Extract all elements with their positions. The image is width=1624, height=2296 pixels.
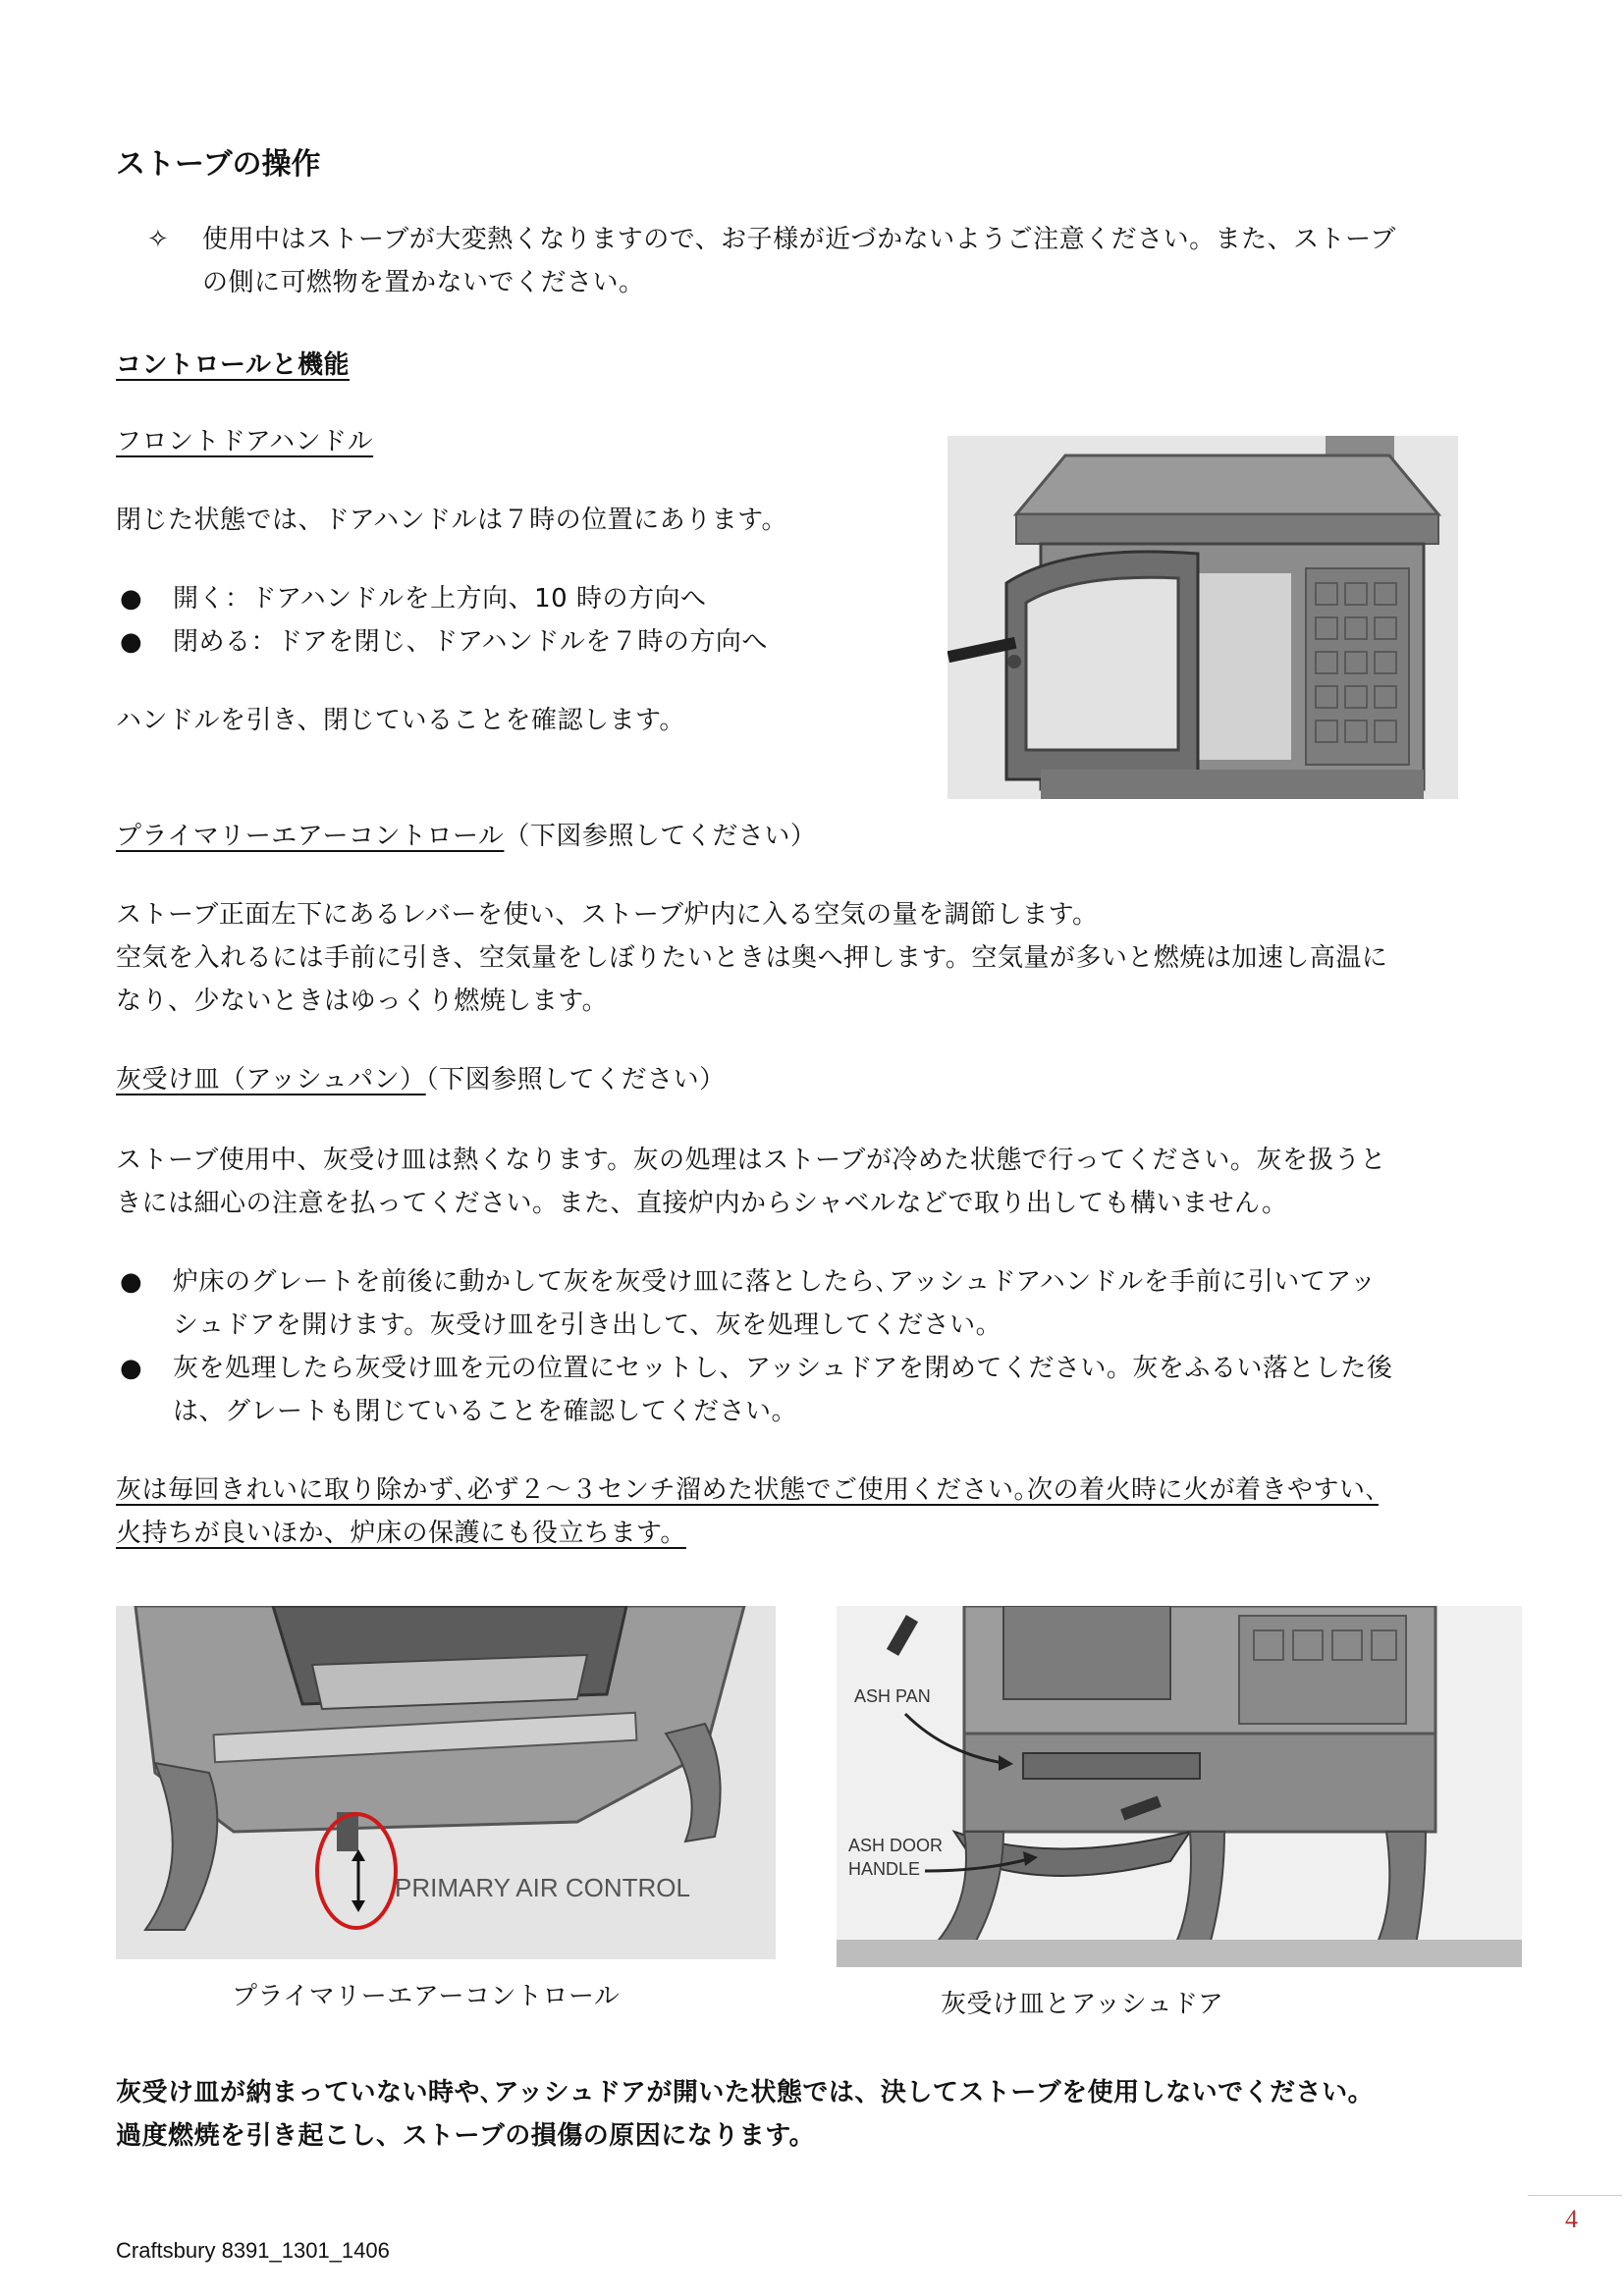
ash-pan-heading: 灰受け皿（アッシュパン）	[116, 1065, 426, 1095]
ash-pan-ash-door-caption: 灰受け皿とアッシュドア	[941, 1990, 1224, 2019]
primary-air-control-label: PRIMARY AIR CONTROL	[395, 1873, 690, 1902]
primary-air-heading: プライマリーエアーコントロール	[116, 822, 505, 851]
ash-pan-bullet-1-line-2: シュドアを開けます。灰受け皿を引き出して、灰を処理してください。	[173, 1310, 1002, 1340]
front-door-closed-text: 閉じた状態では、ドアハンドルは７時の位置にあります。	[116, 506, 788, 535]
warning-line-2: 過度燃焼を引き起こし、ストーブの損傷の原因になります。	[116, 2121, 816, 2151]
ash-door-handle-label-line-1: ASH DOOR	[848, 1836, 944, 1855]
front-door-heading: フロントドアハンドル	[116, 427, 374, 456]
ash-pan-tip-line-2: 火持ちが良いほか、炉床の保護にも役立ちます。	[116, 1519, 686, 1548]
controls-heading: コントロールと機能	[116, 350, 350, 380]
front-door-bullet-close: 閉める：ドアを閉じ、ドアハンドルを７時の方向へ	[173, 627, 768, 657]
ash-pan-ash-door-image	[837, 1606, 1522, 1967]
warning-line-1: 灰受け皿が納まっていない時や､アッシュドアが開いた状態では、決してストーブを使用しないでください｡	[116, 2078, 1362, 2108]
bullet-icon: ●	[120, 627, 142, 657]
ash-door-handle-label-line-2: HANDLE	[848, 1859, 921, 1879]
page-title: ストーブの操作	[116, 147, 321, 182]
notice-line-2: の側に可燃物を置かないでください。	[202, 268, 645, 297]
ash-pan-bullet-1-line-1: 炉床のグレートを前後に動かして灰を灰受け皿に落としたら､アッシュドアハンドルを手前に引いてアッ	[173, 1267, 1377, 1297]
stove-front-door-image	[947, 436, 1458, 799]
bullet-icon: ●	[120, 584, 142, 614]
primary-air-line-2: 空気を入れるには手前に引き、空気量をしぼりたいときは奥へ押します。空気量が多いと燃焼は加速し高温に	[116, 943, 1388, 973]
ash-pan-tip-line-1: 灰は毎回きれいに取り除かず､必ず２～３センチ溜めた状態でご使用ください｡次の着火時に火が着きやすい､	[116, 1475, 1380, 1505]
primary-air-line-3: なり、少ないときはゆっくり燃焼します。	[116, 987, 609, 1016]
notice-line-1: 使用中はストーブが大変熱くなりますので、お子様が近づかないようご注意ください。また、ストーブ	[202, 225, 1396, 254]
front-door-check-text: ハンドルを引き、閉じていることを確認します。	[116, 706, 685, 735]
ash-pan-line-1: ストーブ使用中、灰受け皿は熱くなります。灰の処理はストーブが冷めた状態で行ってください。灰を扱うと	[116, 1146, 1386, 1175]
page-number-divider	[1528, 2195, 1622, 2196]
front-door-bullet-open: 開く：ドアハンドルを上方向、10 時の方向へ	[173, 584, 707, 614]
page-number: 4	[1565, 2205, 1578, 2233]
primary-air-heading-suffix: （下図参照してください）	[504, 822, 817, 851]
ash-pan-line-2: きには細心の注意を払ってください。また、直接炉内からシャベルなどで取り出しても構いません。	[116, 1189, 1288, 1218]
ash-pan-bullet-2-line-2: は、グレートも閉じていることを確認してください。	[173, 1397, 798, 1426]
bullet-icon: ●	[120, 1267, 142, 1297]
notice-symbol-icon: ✧	[147, 225, 170, 254]
primary-air-control-image	[116, 1606, 776, 1959]
ash-pan-label: ASH PAN	[854, 1686, 931, 1706]
footer-doc-id: Craftsbury 8391_1301_1406	[116, 2238, 390, 2263]
ash-pan-heading-suffix: （下図参照してください）	[425, 1065, 726, 1095]
primary-air-control-caption: プライマリーエアーコントロール	[232, 1982, 621, 2011]
bullet-icon: ●	[120, 1354, 142, 1383]
primary-air-line-1: ストーブ正面左下にあるレバーを使い、ストーブ炉内に入る空気の量を調節します。	[116, 900, 1099, 930]
ash-pan-bullet-2-line-1: 灰を処理したら灰受け皿を元の位置にセットし、アッシュドアを閉めてください。灰をふるい落とした後	[173, 1354, 1393, 1383]
